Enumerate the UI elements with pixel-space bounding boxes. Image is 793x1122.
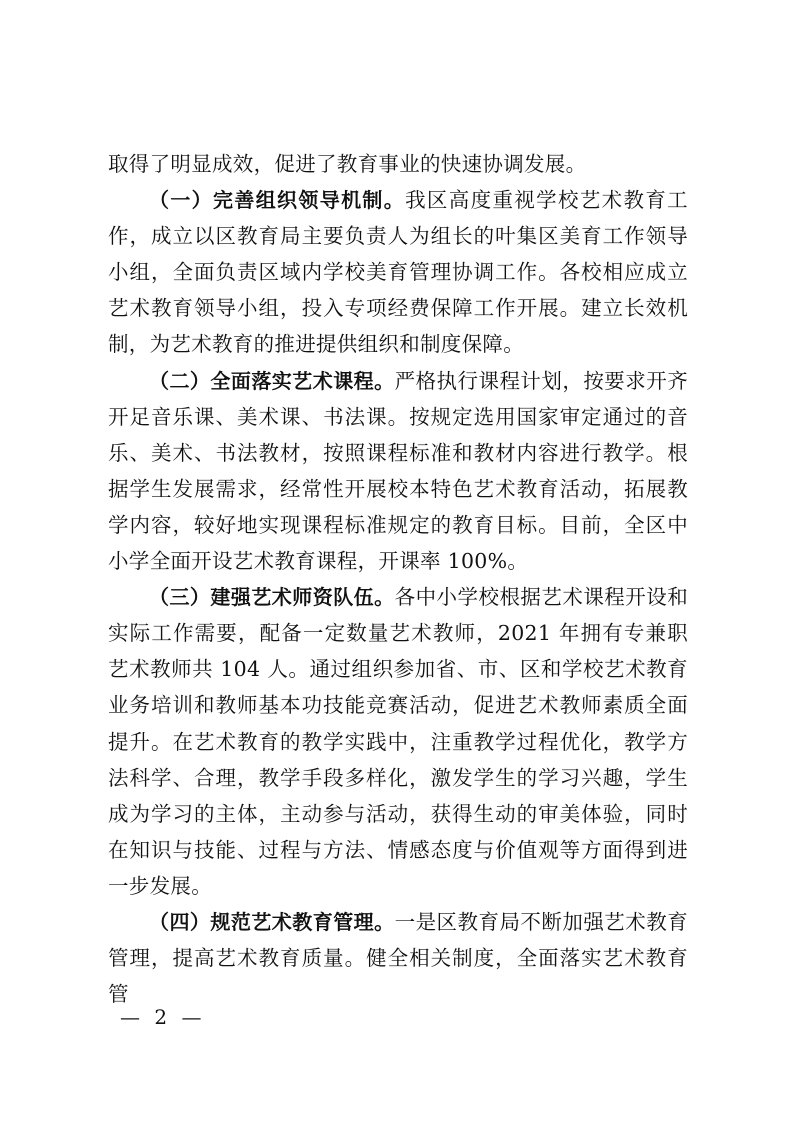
paragraph-text: 各中小学校根据艺术课程开设和实际工作需要，配备一定数量艺术教师，2021 年拥有专兼职艺术教师共 104 人。通过组织参加省、市、区和学校艺术教育业务培训和教师基本功技能竞赛活动，促进艺术教师素质全面提升。在艺术教育的教学实践中，注重教学过程优化，教学方法科学、合理，教学手段多样化，激发学生的学习兴趣，学生成为学习的主体，主动参与活动，获得生动的审美体验，同时在知识与技能、过程与方法、情感态度与价值观等方面得到进一步发展。 [108,585,689,898]
paragraph-text: 严格执行课程计划，按要求开齐开足音乐课、美术课、书法课。按规定选用国家审定通过的音乐、美术、书法教材，按照课程标准和教材内容进行教学。根据学生发展需求，经常性开展校本特色艺术教育活动，拓展教学内容，较好地实现课程标准规定的教育目标。目前，全区中小学全面开设艺术教育课程，开课率 100%。 [108,368,689,574]
paragraph-heading: （四）规范艺术教育管理。 [149,909,395,934]
paragraph-continuation [108,146,688,182]
paragraph-heading: （一）完善组织领导机制。 [149,188,406,213]
page-number: — 2 — [120,1005,206,1029]
paragraph-curriculum [108,363,688,580]
paragraph-heading: （三）建强艺术师资队伍。 [149,585,395,610]
paragraph-text: 一是区教育局不断加强艺术教育管理，提高艺术教育质量。健全相关制度，全面落实艺术教育管 [108,909,689,1007]
paragraph-management [108,904,688,1012]
paragraph-organization [108,182,688,362]
paragraph-teachers [108,579,688,904]
paragraph-heading: （二）全面落实艺术课程。 [149,368,395,393]
paragraph-text: 我区高度重视学校艺术教育工作，成立以区教育局主要负责人为组长的叶集区美育工作领导小组，全面负责区域内学校美育管理协调工作。各校相应成立艺术教育领导小组，投入专项经费保障工作开展。建立长效机制，为艺术教育的推进提供组织和制度保障。 [108,188,688,357]
paragraph-text: 取得了明显成效，促进了教育事业的快速协调发展。 [108,152,587,176]
document-body [108,146,688,1012]
